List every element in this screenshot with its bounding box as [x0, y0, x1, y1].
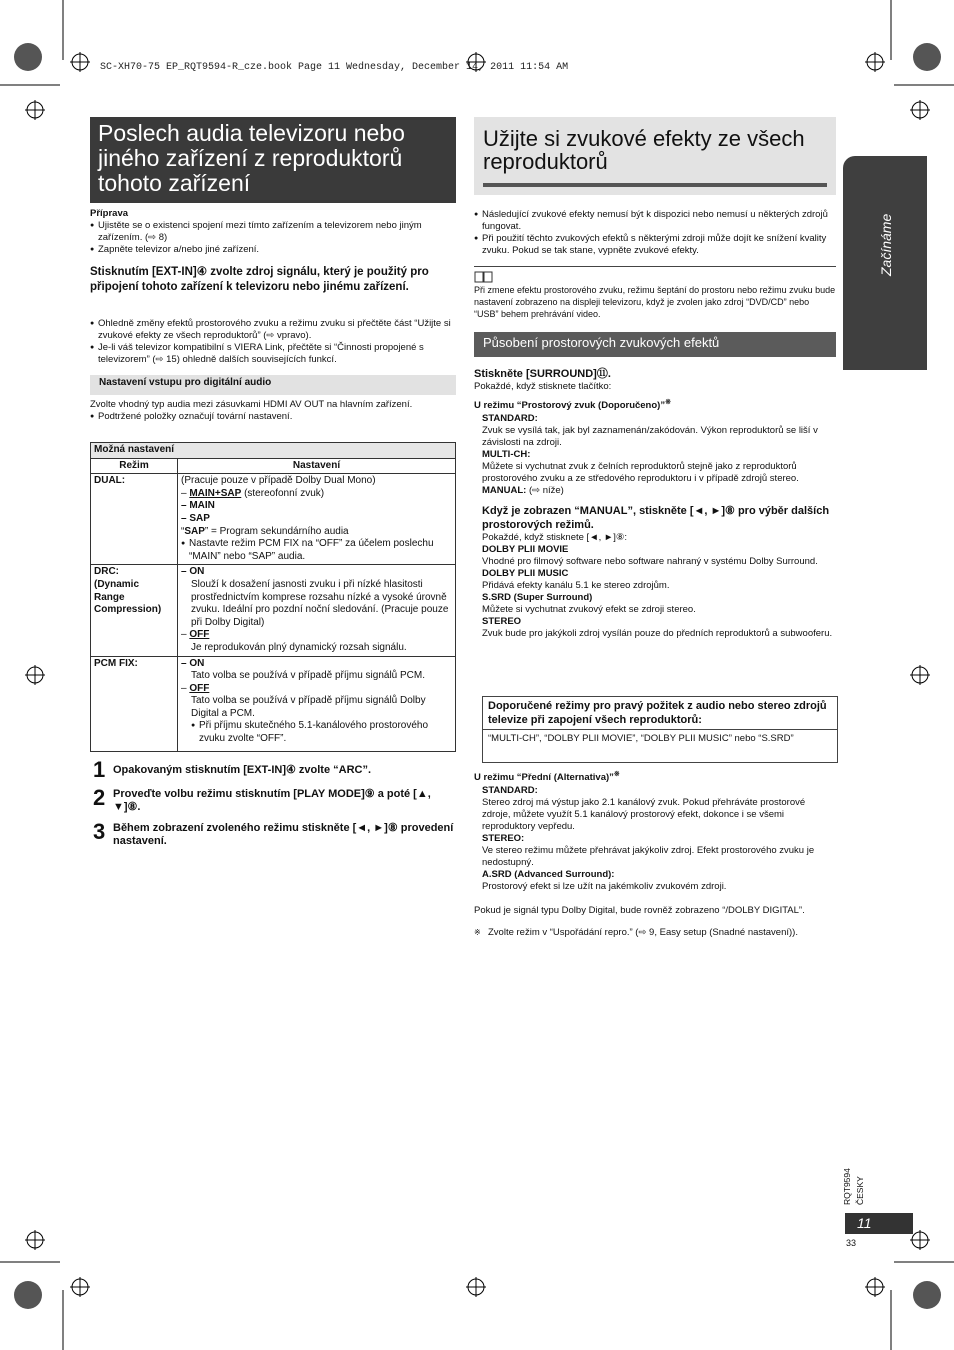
settings-table [90, 442, 456, 752]
prep-item: ● Ujistěte se o existenci spojení mezi tímto zařízením a televizorem nebo jiným zařízením. (⇨ 8) [90, 220, 456, 244]
right-bullets [474, 209, 836, 257]
digital-audio-bar: Nastavení vstupu pro digitální audio [90, 375, 456, 395]
steps-list [93, 757, 456, 852]
table-row [91, 474, 456, 565]
drc-off-text: Je reprodukován plný dynamický rozsah signálu. [191, 641, 407, 653]
rec-text: “MULTI-CH”, “DOLBY PLII MOVIE”, “DOLBY PLII MUSIC” nebo “S.SRD” [483, 729, 837, 748]
prep-heading: Příprava [90, 208, 129, 219]
mode-pcm: PCM FIX: [91, 656, 178, 751]
sheet-number: 33 [846, 1238, 857, 1248]
manual-list: Pokaždé, když stisknete [◄, ►]⑧: DOLBY PLII MOVIE Vhodné pro filmový software nebo software nahraný v systému Dolby Surround. DOLBY PLII MUSIC Přidává efekty kanálu 5.1 ke stereo zdrojům. S.SRD (Super Surround) Můžete si vychutnat zvukový efekt se zdroji stereo. STEREO Zvuk bude pro jakýkoli zdroj vysílán pouze do předních reproduktorů a subwooferu. [482, 532, 833, 640]
table-row [91, 656, 456, 751]
chapter-tab-label: Začínáme [878, 213, 894, 276]
recommended-box [482, 696, 838, 763]
left-title: Poslech audia televizoru nebo jiného zařízení z reproduktorů tohoto zařízení [90, 117, 456, 203]
table-row [91, 565, 456, 656]
pcm-on-text: Tato volba se používá v případě příjmu signálů PCM. [191, 670, 426, 682]
preparation-block [90, 208, 456, 256]
model-code: RQT9594 [842, 1168, 852, 1205]
right-title-text: Užijte si zvukové efekty ze všech reproduktorů [483, 126, 805, 174]
step-item: 1 Opakovaným stisknutím [EXT-IN]④ zvolte “ARC”. [93, 757, 372, 782]
pcm-note: ● Při příjmu skutečného 5.1-kanálového prostorového zvuku zvolte “OFF”. [191, 720, 452, 745]
prep-item: ● Zapněte televizor a/nebo jiné zařízení. [90, 244, 456, 256]
pcm-on: – ON [181, 657, 205, 669]
mode2-heading: U režimu “Přední (Alternativa)”※ [474, 771, 620, 784]
drc-on: – ON [181, 566, 205, 578]
pcm-off: – OFF [181, 682, 210, 694]
dual-line: – MAIN+SAP (stereofonní zvuk) [181, 487, 325, 499]
col-setting: Nastavení [178, 458, 456, 474]
surround-block [474, 367, 836, 640]
mode-dual: DUAL: [91, 474, 178, 565]
press-sub: Pokaždé, když stisknete tlačítko: [474, 381, 612, 392]
digital-audio-text [90, 399, 456, 423]
title-underline [483, 183, 827, 187]
step-item: 3 Během zobrazení zvoleného režimu stiskněte [◄, ►]⑧ provedení nastavení. [93, 819, 454, 847]
drc-off: – OFF [181, 629, 210, 641]
book-note: Při zmene efektu prostorového zvuku, režimu šeptání do prostoru nebo režimu zvuku bude nastavení zobrazeno na displeji televizoru, když je zvolen jako zdroj “DVD/CD” nebo “USB” behem prehrávání video. [474, 285, 836, 319]
step-item: 2 Proveďte volbu režimu stisknutím [PLAY MODE]⑨ a poté [▲, ▼]⑧. [93, 785, 431, 813]
page-number: 11 [845, 1213, 913, 1234]
dual-settings [178, 474, 456, 565]
mode2-list: STANDARD: Stereo zdroj má výstup jako 2.1 kanálový zvuk. Pokud přehráváte prostorové zdroje, můžete využít 5.1 kanálový prostorový efekt, dokonce i se všemi reproduktory vepředu. STEREO: Ve stereo režimu můžete přehrávat jakýkoliv zdroj. Efekt prostorového zvuku je nedostupný. A.SRD (Advanced Surround): Prostorový efekt si lze užít na jakémkoliv zvukovém zdroji. [482, 785, 815, 893]
pcm-settings [178, 656, 456, 751]
chapter-tab [843, 156, 927, 370]
section-bar: Působení prostorových zvukových efektů [474, 332, 836, 357]
pcm-off-text: Tato volba se používá v případě příjmu signálů Dolby Digital a PCM. [191, 695, 426, 719]
rec-title: Doporučené režimy pro pravý požitek z audio nebo stereo zdrojů televize při zapojení všech reproduktorů: [488, 700, 827, 726]
dual-line: “SAP” = Program sekundárního audia [181, 525, 349, 537]
ext-in-instruction: Stisknutím [EXT-IN]④ zvolte zdroj signálu, který je použitý pro připojení tohoto zařízení k televizoru nebo jinému zařízení. [90, 266, 429, 293]
bullet-item: ● Následující zvukové efekty nemusí být k dispozici nebo nemusí u některých zdrojů fungovat. [474, 209, 836, 233]
print-header: SC-XH70-75 EP_RQT9594-R_cze.book Page 11 Wednesday, December 14, 2011 11:54 AM [100, 62, 569, 73]
note-item: ● Je-li váš televizor kompatibilní s VIERA Link, přečtěte si “Činnosti propojené s televizorem” (⇨ 15) ohledně dalších souvisejících funkcí. [90, 342, 456, 366]
footnote: ※ Zvolte režim v “Uspořádání repro.” (⇨ 9, Easy setup (Snadné nastavení)). [474, 927, 798, 939]
divider [474, 266, 836, 267]
mode-drc: DRC: (Dynamic Range Compression) [91, 565, 178, 656]
digital-note: ● Podtržené položky označují tovární nastavení. [90, 411, 456, 423]
table-caption: Možná nastavení [91, 443, 456, 459]
drc-on-text: Slouží k dosažení jasnosti zvuku i při nízké hlasitosti prostřednictvím komprese rozsahu nízké a vysoké úrovně zvuku. Ideální pro pozdní noční sledování. (Pracuje pouze při Dolby Digital) [191, 578, 449, 628]
front-mode-block [474, 768, 836, 939]
digital-text: Zvolte vhodný typ audia mezi zásuvkami HDMI AV OUT na hlavním zařízení. [90, 399, 413, 410]
dual-line: – MAIN [181, 500, 215, 512]
drc-settings [178, 565, 456, 656]
language-label: ČESKY [855, 1176, 865, 1205]
surround-press: Stiskněte [SURROUND]⑪. [474, 368, 611, 380]
dual-line: (Pracuje pouze v případě Dolby Dual Mono) [181, 475, 376, 487]
manual-instruction: Když je zobrazen “MANUAL”, stiskněte [◄, ►]⑧ pro výběr dalších prostorových režimů. [482, 505, 830, 532]
left-notes [90, 318, 456, 366]
mode1-list: STANDARD: Zvuk se vysílá tak, jak byl zaznamenán/zakódován. Výkon reproduktorů se liší v závislosti na zdroji. MULTI-CH: Můžete si vychutnat zvuk z čelních reproduktorů stejně jako z reproduktorů prostorového zvuku a ze středového reproduktoru i v případě zdrojů stereo. MANUAL: (⇨ níže) [482, 413, 818, 497]
dual-note: ● Nastavte režim PCM FIX na “OFF” za účelem poslechu “MAIN” nebo “SAP” audia. [181, 538, 452, 563]
right-title [474, 117, 836, 195]
dolby-note: Pokud je signál typu Dolby Digital, bude rovněž zobrazeno “/DOLBY DIGITAL”. [474, 905, 805, 917]
mode1-heading: U režimu “Prostorový zvuk (Doporučeno)”※ [474, 399, 671, 412]
note-item: ● Ohledně změny efektů prostorového zvuku a režimu zvuku si přečtěte část “Užijte si zvukové efekty ze všech reproduktorů” (⇨ vpravo). [90, 318, 456, 342]
bullet-item: ● Při použití těchto zvukových efektů s některými zdroji může dojít ke snížení kvality zvuku. Pokud se tak stane, vypněte zvukové efekty. [474, 233, 836, 257]
col-mode: Režim [91, 458, 178, 474]
dual-line: – SAP [181, 512, 210, 524]
